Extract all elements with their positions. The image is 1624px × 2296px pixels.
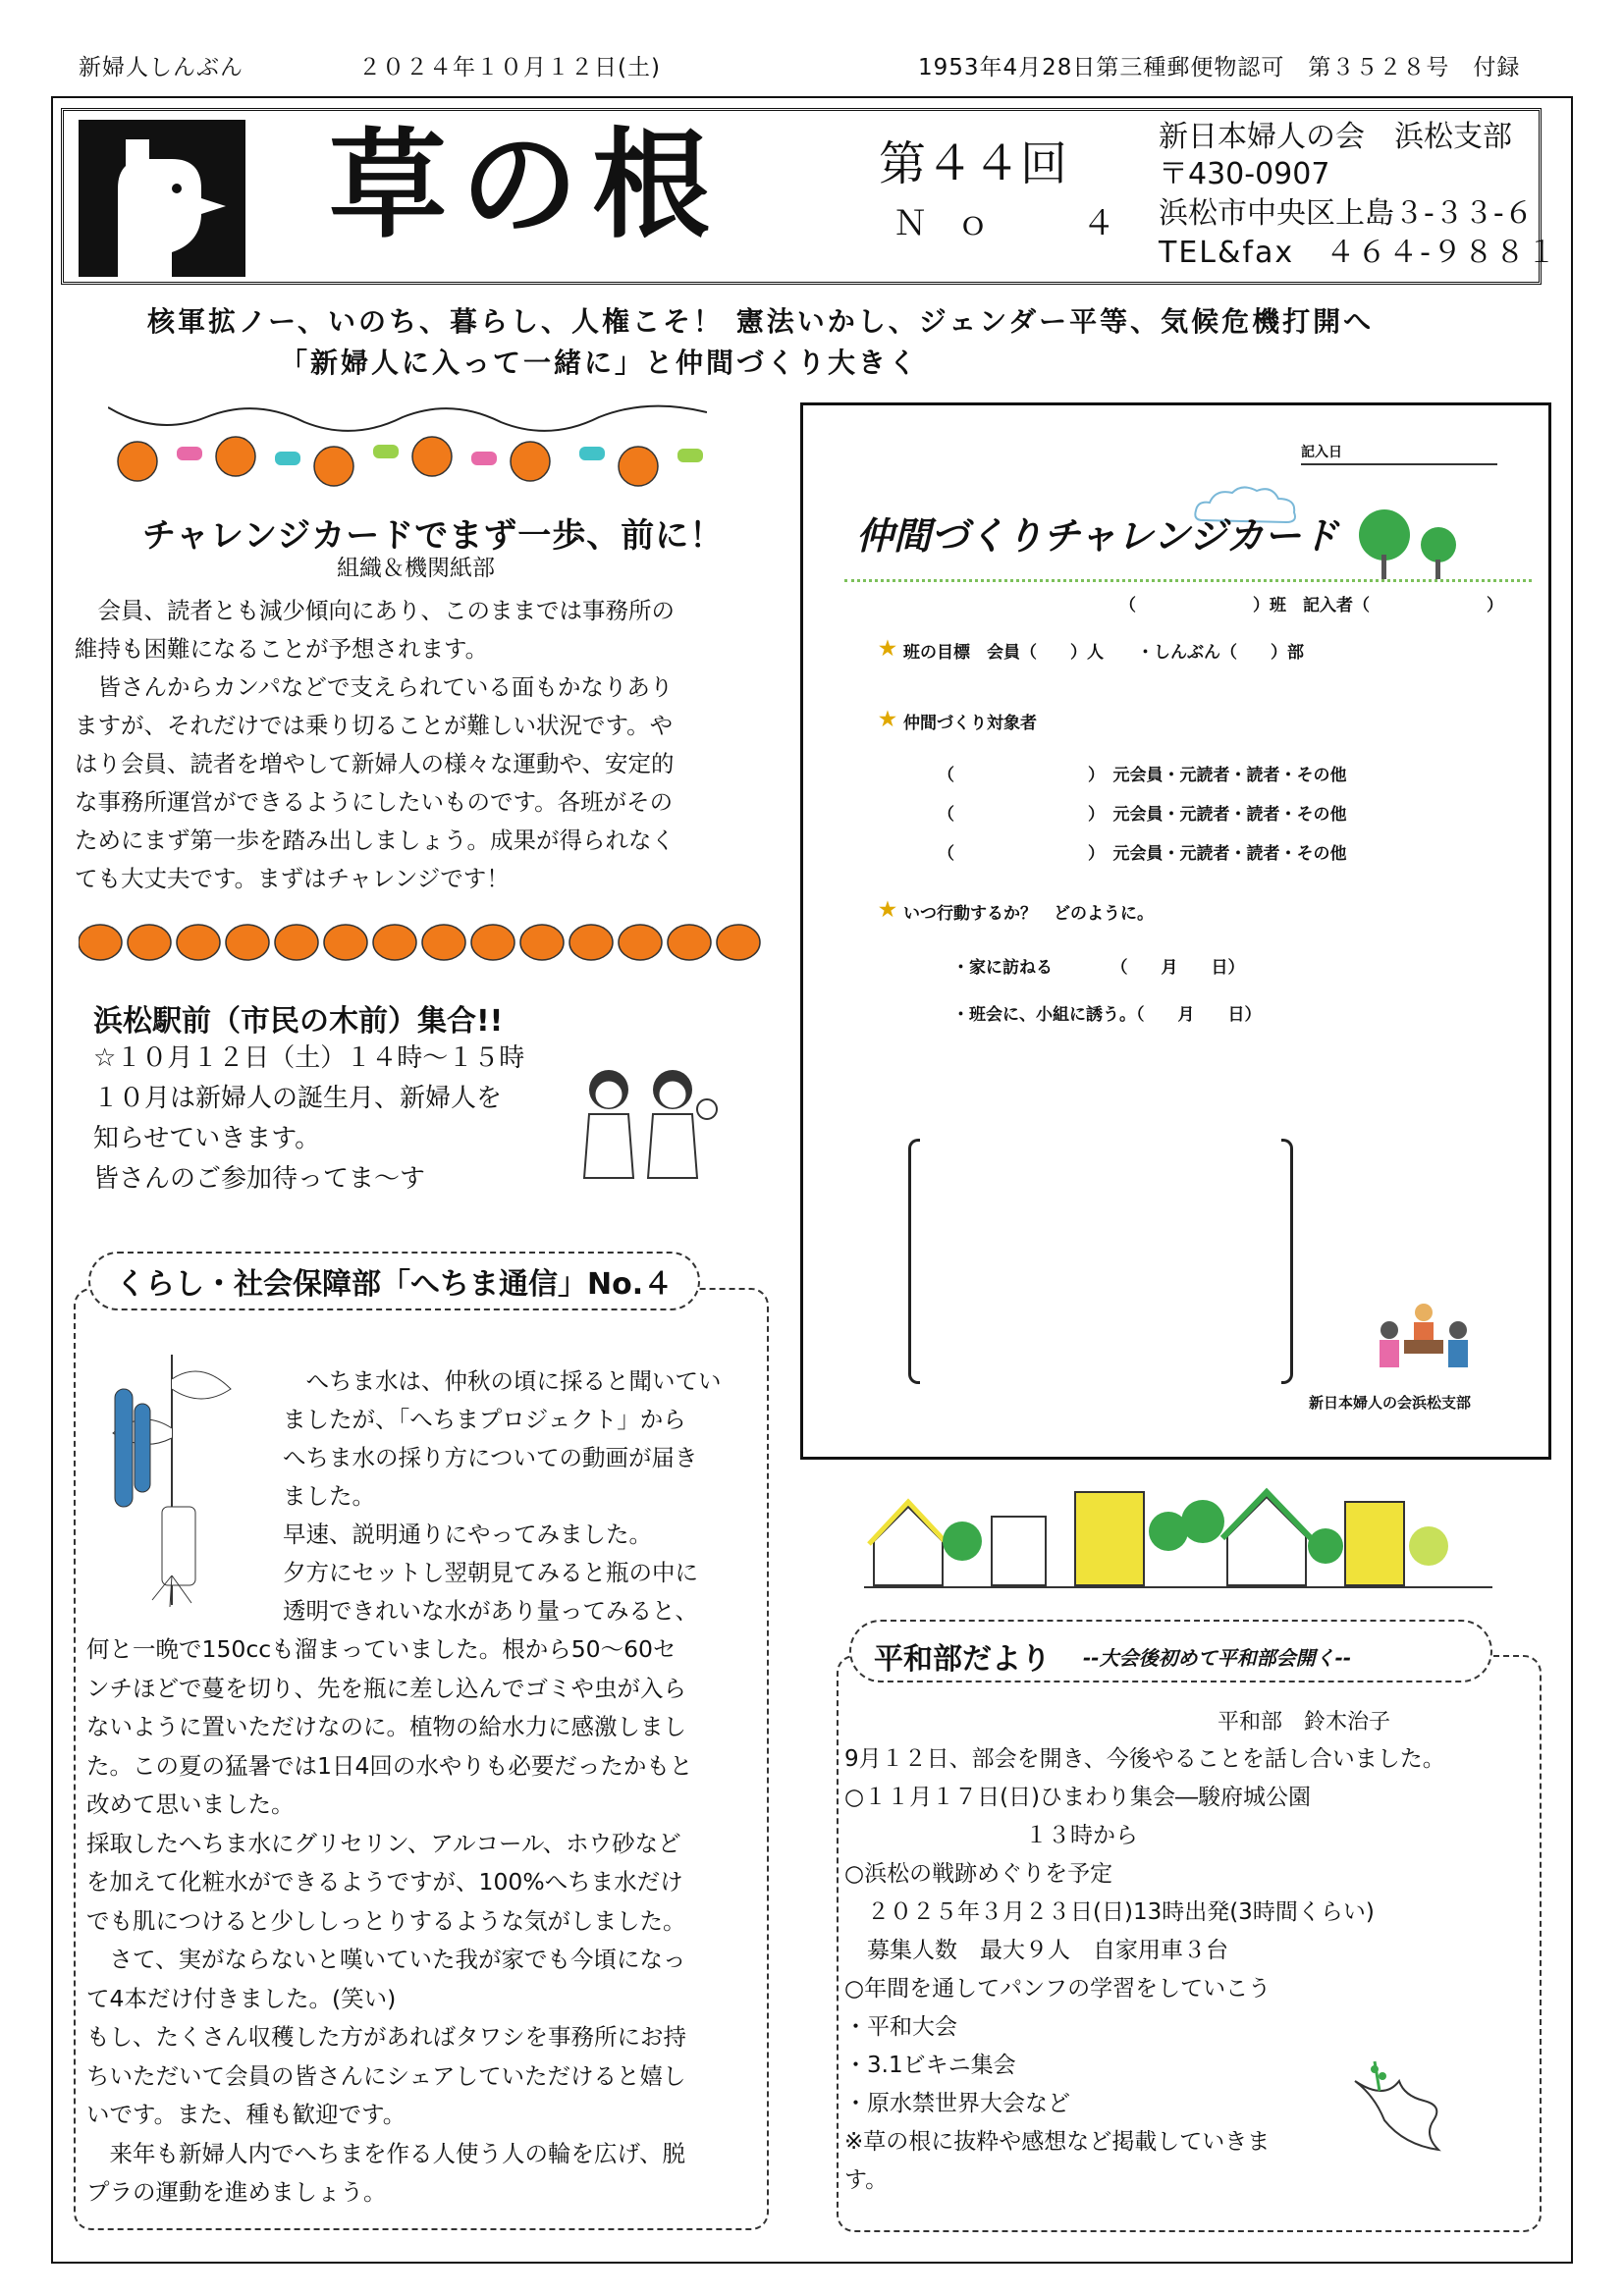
pumpkin-icon (128, 925, 171, 960)
hechima-body-right (283, 1362, 722, 1630)
meeting-illustration (1370, 1301, 1478, 1374)
peace-line: 9月１２日、部会を開き、今後やることを話し合いました。 (844, 1746, 1445, 1772)
hechima-line: ましたが、「へちまプロジェクト」から (283, 1406, 686, 1433)
hechima-line: た。この夏の猛暑では1日4回の水やりも必要だったかもと (86, 1751, 693, 1780)
card-action-row: ・班会に、小組に誘う。（ 月 日） (952, 1005, 1262, 1025)
halloween-garland (108, 398, 707, 496)
peace-line: ・平和大会 (844, 2014, 957, 2040)
hechima-line: もし、たくさん収穫した方があればタワシを事務所にお持 (86, 2023, 686, 2051)
card-targets (938, 756, 1347, 874)
card-title: 仲間づくりチャレンジカード (856, 514, 1338, 558)
hechima-line: さて、実がならないと嘆いていた我が家でも今頃になっ (86, 1946, 686, 1973)
pumpkin-icon (177, 925, 220, 960)
card-date-label: 記入日 (1301, 445, 1342, 460)
pumpkin-icon (373, 925, 416, 960)
pumpkin-icon (79, 925, 122, 960)
pumpkin-icon (569, 925, 613, 960)
hechima-line: を加えて化粧水ができるようですが、100%へちま水だけ (86, 1868, 683, 1896)
station-body (93, 1039, 524, 1200)
star-icon: ★ (879, 636, 896, 660)
card-goal: 班の目標 会員（ ）人 ・しんぶん（ ）部 (903, 643, 1304, 663)
tel-fax: TEL&fax ４６４-９８８１ (1159, 236, 1558, 270)
challenge-line: 皆さんからカンパなどで支えられている面もかなりあり (75, 673, 674, 701)
peace-line: ○年間を通してパンフの学習をしていこう (844, 1976, 1272, 2002)
pumpkin-icon (520, 925, 564, 960)
hechima-line: 採取したへちま水にグリセリン、アルコール、ホウ砂など (86, 1829, 681, 1857)
newsletter-title: 草の根 (329, 118, 724, 254)
hechima-line: へちま水の採り方についての動画が届き (283, 1444, 698, 1471)
hechima-line: 夕方にセットし翌朝見てみると瓶の中に (283, 1559, 698, 1586)
paper-name: 新婦人しんぶん (79, 55, 244, 80)
hechima-line: プラの運動を進めましょう。 (86, 2178, 387, 2206)
bracket-right (1281, 1139, 1293, 1384)
card-target-row: （ ） 元会員・元読者・読者・その他 (938, 805, 1347, 825)
card-target-row: （ ） 元会員・元読者・読者・その他 (938, 766, 1347, 785)
peace-line: ○浜松の戦跡めぐりを予定 (844, 1861, 1113, 1887)
station-line: ☆１０月１２日（土）１４時～１５時 (93, 1043, 525, 1073)
card-target-row: （ ） 元会員・元読者・読者・その他 (938, 844, 1347, 864)
peace-line: 募集人数 最大９人 自家用車３台 (844, 1938, 1228, 1963)
peace-subheading: --大会後初めて平和部会開く-- (1083, 1646, 1352, 1670)
challenge-line: 維持も困難になることが予想されます。 (75, 635, 489, 663)
peace-line: ・3.1ビキニ集会 (844, 2053, 1016, 2078)
slogan-line-1: 核軍拡ノー、いのち、暮らし、人権こそ！ 憲法いかし、ジェンダー平等、気候危機打開へ (147, 305, 1375, 338)
hechima-line: て4本だけ付きました。(笑い) (86, 1984, 397, 2012)
card-when-label: いつ行動するか？ どのように。 (903, 904, 1154, 924)
pumpkin-icon (668, 925, 711, 960)
challenge-line: はり会員、読者を増やして新婦人の様々な運動や、安定的 (75, 750, 675, 777)
station-line: 知らせていきます。 (93, 1124, 321, 1153)
pumpkin-icon (226, 925, 269, 960)
postal-code: 〒430-0907 (1159, 157, 1330, 191)
card-footer: 新日本婦人の会浜松支部 (1309, 1394, 1472, 1412)
star-icon: ★ (879, 707, 896, 730)
peace-line: ○１１月１７日(日)ひまわり集会―駿府城公園 (844, 1785, 1312, 1810)
peace-line: １３時から (844, 1823, 1138, 1848)
peace-line: ※草の根に抜粋や感想など掲載していきま (844, 2129, 1271, 2155)
peace-heading: 平和部だより (874, 1642, 1051, 1677)
grass-line (844, 579, 1532, 582)
tree-icon (1355, 506, 1463, 579)
hechima-illustration (93, 1350, 250, 1610)
issue-number: 第４４回 (879, 136, 1068, 191)
pumpkin-icon (422, 925, 465, 960)
challenge-heading: チャレンジカードでまず一歩、前に！ (142, 516, 725, 556)
bird-logo (79, 120, 245, 277)
hechima-line: 何と一晩で150ccも溜まっていました。根から50～60セ (86, 1635, 677, 1663)
station-line: 皆さんのご参加待ってま～す (93, 1164, 426, 1194)
hechima-line: 透明できれいな水があり量ってみると、 (283, 1597, 698, 1625)
hechima-heading: くらし・社会保障部「へちま通信」No.４ (88, 1252, 700, 1310)
challenge-body (75, 592, 742, 898)
hechima-line: でも肌につけると少ししっとりするような気がしました。 (86, 1906, 686, 1935)
town-illustration (864, 1487, 1492, 1590)
challenge-dept: 組織＆機関紙部 (337, 556, 495, 581)
card-actions (952, 944, 1262, 1039)
star-icon: ★ (879, 897, 896, 921)
station-line: １０月は新婦人の誕生月、新婦人を (93, 1084, 503, 1113)
card-target-label: 仲間づくり対象者 (903, 714, 1037, 733)
challenge-line: な事務所運営ができるようにしたいものです。各班がその (75, 788, 674, 816)
station-heading: 浜松駅前（市民の木前）集合!! (93, 1004, 504, 1039)
hechima-line: ないように置いただけなのに。植物の給水力に感激しまし (86, 1713, 686, 1740)
peace-line: す。 (844, 2167, 889, 2193)
dove-icon (1345, 2052, 1453, 2160)
pumpkin-icon (324, 925, 367, 960)
org-name: 新日本婦人の会 浜松支部 (1159, 120, 1512, 154)
challenge-line: ますが、それだけでは乗り切ることが難しい状況です。や (75, 712, 674, 739)
volume-number: Ｎｏ ４ (893, 204, 1145, 243)
hechima-line: 早速、説明通りにやってみました。 (283, 1521, 652, 1548)
challenge-line: 会員、読者とも減少傾向にあり、このままでは事務所の (75, 597, 675, 624)
card-date-line (1301, 463, 1497, 465)
slogan-line-2: 「新婦人に入って一緒に」と仲間づくり大きく (280, 347, 920, 379)
hechima-line: ました。 (283, 1482, 375, 1510)
postal-permit: 1953年4月28日第三種郵便物認可 第３５２８号 付録 (918, 55, 1521, 80)
pumpkin-icon (275, 925, 318, 960)
pumpkin-border (79, 908, 785, 967)
hechima-line: 改めて思いました。 (86, 1790, 295, 1818)
peace-author: 平和部 鈴木治子 (1218, 1710, 1391, 1735)
bracket-left (908, 1139, 920, 1384)
peace-line: ２０２５年３月２３日(日)13時出発(3時間くらい) (844, 1899, 1375, 1925)
women-illustration (565, 1055, 722, 1183)
pumpkin-icon (619, 925, 662, 960)
card-action-row: ・家に訪ねる （ 月 日） (952, 958, 1245, 978)
hechima-body-full (86, 1630, 692, 2213)
issue-date: ２０２４年１０月１２日(土) (358, 55, 661, 80)
hechima-line: 来年も新婦人内でへちまを作る人使う人の輪を広げ、脱 (86, 2139, 686, 2167)
hechima-line: ンチほどで蔓を切り、先を瓶に差し込んでゴミや虫が入ら (86, 1674, 686, 1702)
address: 浜松市中央区上島３-３３-６ (1159, 196, 1534, 231)
pumpkin-icon (471, 925, 514, 960)
peace-line: ・原水禁世界大会など (844, 2091, 1070, 2116)
challenge-line: ても大丈夫です。まずはチャレンジです！ (75, 865, 510, 892)
pumpkin-icon (717, 925, 760, 960)
challenge-line: ためにまず第一歩を踏み出しましょう。成果が得られなく (75, 827, 675, 854)
hechima-line: ちいただいて会員の皆さんにシェアしていただけると嬉し (86, 2061, 686, 2090)
hechima-line: いです。また、種も歓迎です。 (86, 2101, 406, 2128)
hechima-line: へちま水は、仲秋の頃に採ると聞いてい (283, 1367, 722, 1395)
card-group-line: （ ）班 記入者（ ） (1119, 596, 1503, 615)
